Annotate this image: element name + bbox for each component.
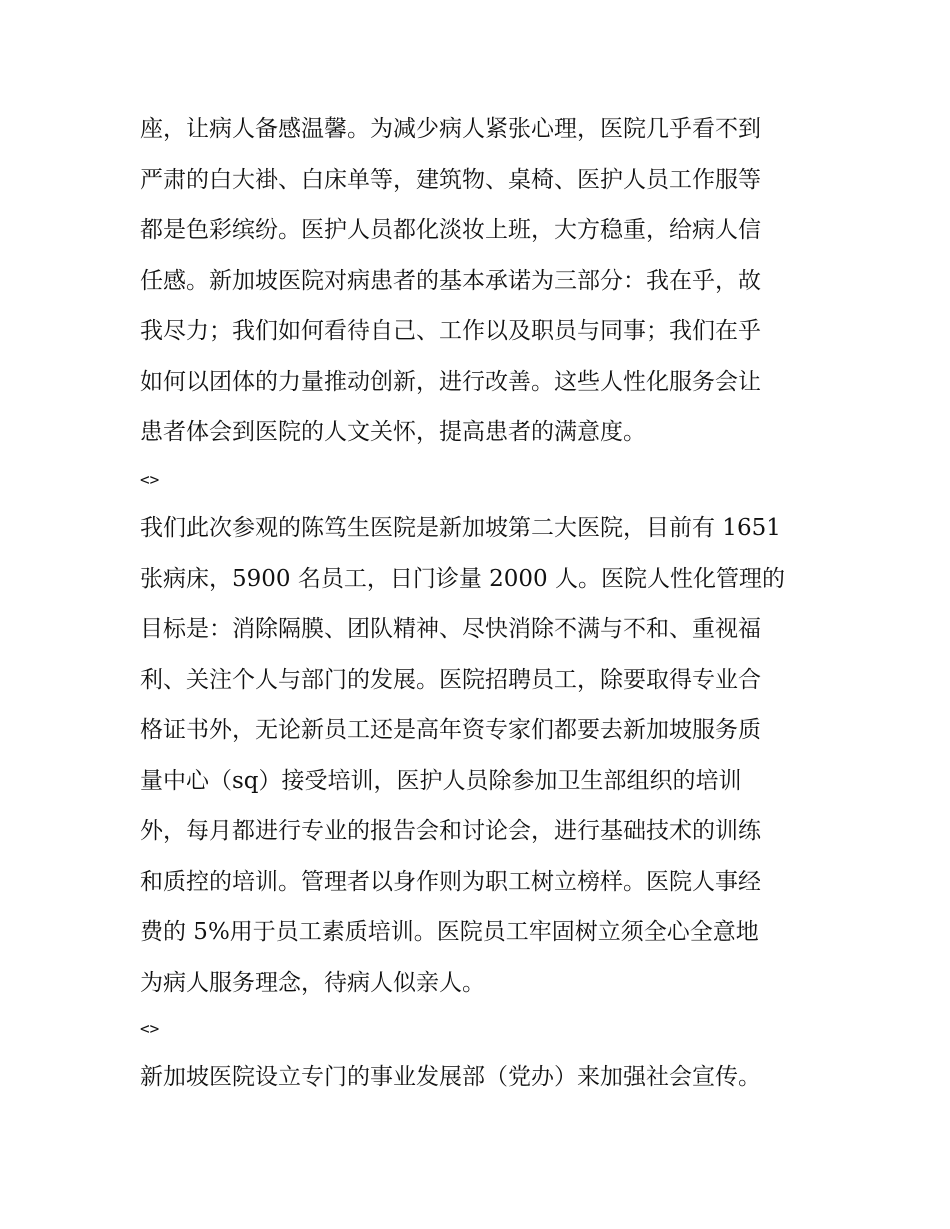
text-line: 我尽力；我们如何看待自己、工作以及职员与同事；我们在乎 bbox=[140, 318, 761, 344]
text-line: 严肃的白大褂、白床单等，建筑物、桌椅、医护人员工作服等 bbox=[140, 167, 761, 193]
text-line: 都是色彩缤纷。医护人员都化淡妆上班，大方稳重，给病人信 bbox=[140, 217, 761, 243]
text-line: 为病人服务理念，待病人似亲人。 bbox=[140, 970, 485, 996]
text-line: 座，让病人备感温馨。为减少病人紧张心理，医院几乎看不到 bbox=[140, 116, 761, 142]
paragraph-separator: <> bbox=[140, 470, 160, 489]
text-line: 新加坡医院设立专门的事业发展部（党办）来加强社会宣传。 bbox=[140, 1064, 761, 1090]
paragraph-separator: <> bbox=[140, 1019, 160, 1038]
text-line: 格证书外，无论新员工还是高年资专家们都要去新加坡服务质 bbox=[140, 717, 761, 743]
text-line: 我们此次参观的陈笃生医院是新加坡第二大医院，目前有 1651 bbox=[140, 515, 781, 541]
text-line: 患者体会到医院的人文关怀，提高患者的满意度。 bbox=[140, 419, 646, 445]
text-line: 任感。新加坡医院对病患者的基本承诺为三部分：我在乎，故 bbox=[140, 268, 761, 294]
text-line: 利、关注个人与部门的发展。医院招聘员工，除要取得专业合 bbox=[140, 667, 761, 693]
text-line: 量中心（sq）接受培训，医护人员除参加卫生部组织的培训 bbox=[140, 768, 742, 794]
text-line: 目标是：消除隔膜、团队精神、尽快消除不满与不和、重视福 bbox=[140, 616, 761, 642]
text-line: 外，每月都进行专业的报告会和讨论会，进行基础技术的训练 bbox=[140, 818, 761, 844]
text-line: 和质控的培训。管理者以身作则为职工树立榜样。医院人事经 bbox=[140, 869, 761, 895]
text-line: 如何以团体的力量推动创新，进行改善。这些人性化服务会让 bbox=[140, 369, 761, 395]
text-line: 张病床，5900 名员工，日门诊量 2000 人。医院人性化管理的 bbox=[140, 566, 785, 592]
text-line: 费的 5%用于员工素质培训。医院员工牢固树立须全心全意地 bbox=[140, 919, 759, 945]
